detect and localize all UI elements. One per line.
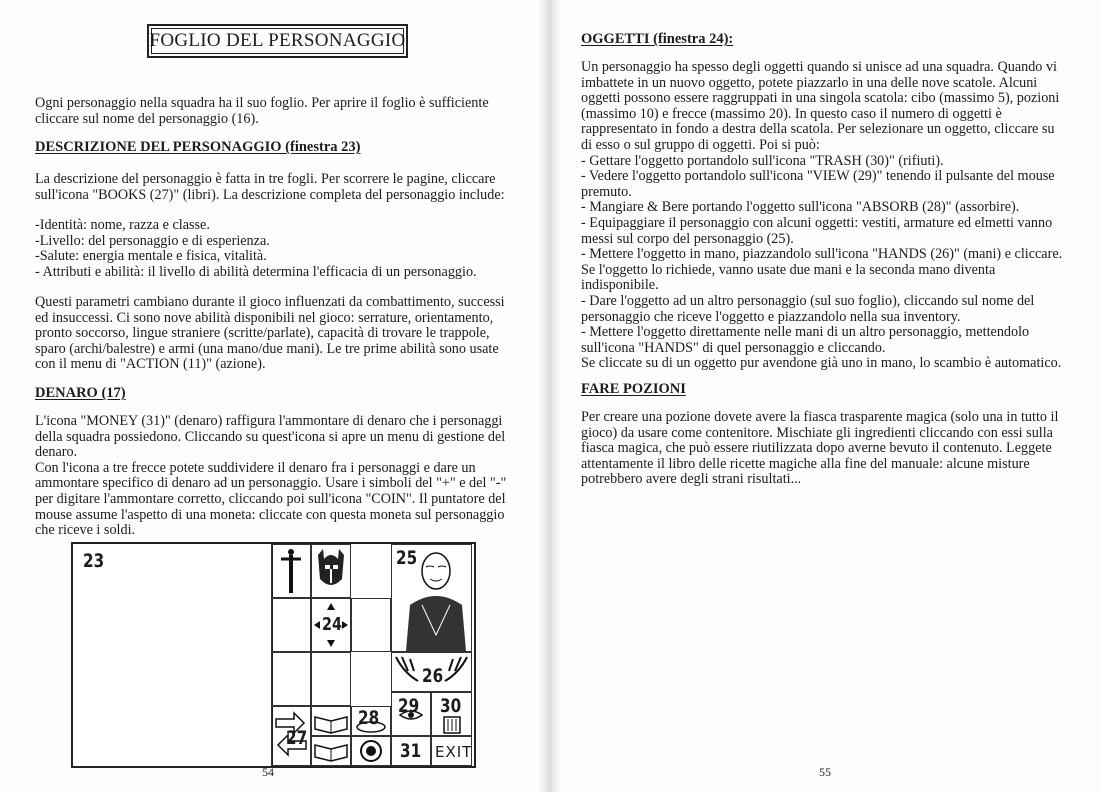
money-paragraph	[35, 414, 517, 539]
coin-icon	[352, 737, 390, 765]
objects-paragraph	[581, 60, 1065, 372]
text-line: personaggio che riceve l'oggetto e piazzandolo nella sua inventory.	[581, 308, 961, 325]
text-line: - Mettere l'oggetto direttamente nelle mani di un altro personaggio, mettendolo	[581, 324, 1030, 341]
page-title-box	[147, 24, 408, 58]
label-25: 25	[396, 547, 418, 569]
parameters-paragraph	[35, 295, 517, 373]
text-line: L'icona "MONEY (31)" (denaro) raffigura l'ammontare di denaro che i personaggi	[35, 413, 503, 429]
description-paragraph	[35, 172, 517, 203]
text-line: rappresentato in fondo a destra della scatola. Per selezionare un oggetto, cliccare su	[581, 121, 1055, 138]
inventory-slot-empty[interactable]	[271, 652, 311, 706]
right-page	[550, 0, 1100, 792]
text-line: che riceve i soldi.	[35, 522, 136, 539]
text-line: gioco) da usare come contenitore. Mischiate gli ingredienti cliccando con essi sulla	[581, 424, 1053, 441]
text-line: ed insuccessi. Ci sono nove abilità disponibili nel gioco: serrature, orientamento,	[35, 309, 494, 326]
text-line: potrebbero avere degli strani risultati...	[581, 471, 802, 488]
text-line: Per creare una pozione dovete avere la fiasca trasparente magica (solo una in tutto il	[581, 409, 1059, 425]
inventory-scroll-control[interactable]	[311, 598, 351, 652]
text-line: sparo (archi/balestre) e armi (una mano/due mani). Le tre prime abilità sono usate	[35, 340, 499, 357]
label-28: 28	[358, 707, 380, 729]
list-item: -Livello: del personaggio e di esperienza.	[35, 232, 270, 249]
split-money-button[interactable]	[271, 706, 311, 766]
intro-paragraph	[35, 96, 517, 127]
text-line: cliccare sul nome del personaggio (16).	[35, 110, 259, 127]
label-29: 29	[398, 695, 420, 717]
list-item: - Attributi e abilità: il livello di abilità determina l'efficacia di un personaggio.	[35, 263, 477, 280]
label-24: 24	[322, 614, 343, 635]
heading-character-description: DESCRIZIONE DEL PERSONAGGIO (finestra 23)	[35, 139, 361, 155]
coin-button[interactable]	[351, 736, 391, 766]
text-line: di esso o sul gruppo di oggetti. Poi si può:	[581, 136, 820, 153]
books-button-alt[interactable]	[311, 736, 351, 766]
absorb-button[interactable]	[351, 706, 391, 736]
text-line: pronto soccorso, lingue straniere (scritte/parlate), capacità di trovare le trappole,	[35, 325, 490, 342]
books-icon	[312, 737, 350, 765]
potions-paragraph	[581, 410, 1065, 488]
text-line: indisponibile.	[581, 277, 659, 294]
character-sheet-figure	[71, 542, 476, 768]
inventory-slot-sword[interactable]	[271, 544, 311, 598]
text-line: - Vedere l'oggetto portandolo sull'icona "VIEW (29)" tenendo il pulsante del mouse	[581, 168, 1055, 185]
text-line: premuto.	[581, 183, 632, 200]
text-line: - Mettere l'oggetto in mano, piazzandolo sull'icona "HANDS (26)" (mani) e cliccare.	[581, 246, 1063, 263]
text-line: Un personaggio ha spesso degli oggetti quando si unisce ad una squadra. Quando vi	[581, 59, 1057, 75]
text-line: sull'icona "BOOKS (27)" (libri). La descrizione completa del personaggio include:	[35, 186, 505, 203]
text-line: Con l'icona a tre frecce potete suddividere il denaro fra i personaggi e dare un	[35, 459, 476, 476]
heading-objects: OGGETTI (finestra 24):	[581, 31, 734, 47]
inventory-slot-empty[interactable]	[351, 598, 391, 652]
character-body-slot[interactable]	[391, 544, 472, 652]
text-line: La descrizione del personaggio è fatta in tre fogli. Per scorrere le pagine, cliccare	[35, 171, 496, 187]
label-31: 31	[400, 740, 422, 762]
text-line: Se l'oggetto lo richiede, vanno usate due mani e la seconda mano diventa	[581, 261, 996, 278]
view-button[interactable]	[391, 692, 431, 736]
page-number-right: 55	[819, 765, 831, 779]
text-line: per digitare l'ammontare corretto, cliccando poi sull'icona "COIN". Il puntatore del	[35, 490, 506, 507]
text-line: imbattete in un nuovo oggetto, potete piazzarlo in una delle nove scatole. Alcuni	[581, 74, 1038, 91]
trash-button[interactable]	[431, 692, 472, 736]
inventory-slot-helmet[interactable]	[311, 544, 351, 598]
page-title: FOGLIO DEL PERSONAGGIO	[149, 30, 406, 51]
text-line: della squadra possiedono. Cliccando su quest'icona si apre un menu di gestione del	[35, 428, 506, 445]
page-number-left: 54	[262, 765, 274, 779]
text-line: attentamente il libro delle ricette magiche alla fine del manuale: alcune misture	[581, 455, 1030, 472]
text-line: con il menu di "ACTION (11)" (azione).	[35, 356, 266, 373]
text-line: Se cliccate su di un oggetto pur avendone già uno in mano, lo scambio è automatico.	[581, 355, 1062, 372]
text-line: denaro.	[35, 444, 78, 461]
label-26: 26	[422, 665, 444, 687]
attributes-list	[35, 218, 517, 280]
label-23: 23	[83, 550, 105, 572]
label-27: 27	[286, 727, 308, 749]
list-item: -Salute: energia mentale e fisica, vitalità.	[35, 248, 267, 265]
text-line: mouse assume l'aspetto di una moneta: cliccate con questa moneta sul personaggio	[35, 506, 505, 523]
text-line: - Mangiare & Bere portando l'oggetto sull'icona "ABSORB (28)" (assorbire).	[581, 199, 1020, 216]
books-button[interactable]	[311, 706, 351, 736]
hands-slot[interactable]	[391, 652, 472, 692]
text-line: Ogni personaggio nella squadra ha il suo foglio. Per aprire il foglio è sufficiente	[35, 95, 489, 111]
heading-potions: FARE POZIONI	[581, 381, 686, 397]
exit-label: EXIT	[435, 743, 473, 761]
books-icon	[312, 707, 350, 735]
money-button[interactable]	[391, 736, 431, 766]
label-30: 30	[440, 695, 462, 717]
exit-button[interactable]	[431, 736, 472, 766]
text-line: oggetti possono essere raggruppati in una singola scatola: cibo (massimo 5), pozioni	[581, 90, 1060, 107]
description-window	[73, 544, 273, 766]
heading-money: DENARO (17)	[35, 385, 126, 401]
inventory-slot-empty[interactable]	[271, 598, 311, 652]
text-line: messi sul corpo del personaggio (25).	[581, 230, 794, 247]
list-item: -Identità: nome, razza e classe.	[35, 217, 210, 233]
text-line: (massimo 10) e frecce (massimo 20). In questo caso il numero di oggetti è	[581, 105, 1002, 122]
text-line: sull'icona "HANDS" di quel personaggio e cliccando.	[581, 339, 886, 356]
sword-icon	[272, 545, 310, 597]
helmet-icon	[312, 545, 350, 597]
text-line: - Dare l'oggetto ad un altro personaggio (sul suo foglio), cliccando sul nome del	[581, 292, 1035, 309]
text-line: - Gettare l'oggetto portandolo sull'icona "TRASH (30)" (rifiuti).	[581, 152, 944, 169]
text-line: ammontare specifico di denaro ad un personaggio. Usare i simboli del "+" e del "-"	[35, 475, 507, 492]
text-line: Questi parametri cambiano durante il gioco influenzati da combattimento, successi	[35, 294, 505, 310]
text-line: - Equipaggiare il personaggio con alcuni oggetti: vestiti, armature ed elmetti vanno	[581, 214, 1053, 231]
inventory-slot-empty[interactable]	[311, 652, 351, 706]
text-line: fiasca magica, che può essere riutilizzata dopo averne bevuto il contenuto. Leggete	[581, 440, 1052, 457]
